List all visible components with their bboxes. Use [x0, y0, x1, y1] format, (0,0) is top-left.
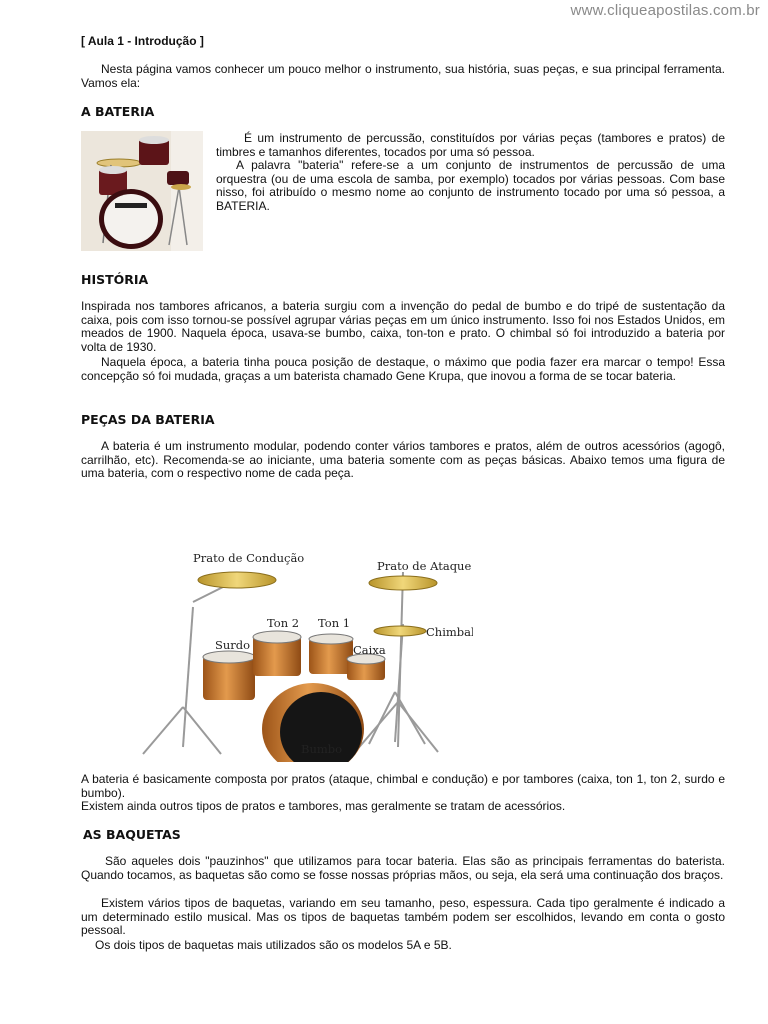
section-heading-baquetas: AS BAQUETAS: [83, 827, 181, 842]
bateria-paragraph-2: A palavra "bateria" refere-se a um conjunto de instrumentos de percussão de uma orquestra (ou de uma escola de samba, por exemplo) tocados por várias pessoas. Com base nisso, foi atribuído o mesmo nome ao conjunto de instrumento tocado por uma só pessoa, a BATERIA.: [216, 158, 725, 213]
section-heading-historia: HISTÓRIA: [81, 272, 149, 287]
drum-kit-diagram: [133, 512, 473, 762]
drum-kit-diagram-drawing: [133, 512, 473, 762]
baquetas-paragraph-1: São aqueles dois "pauzinhos" que utilizamos para tocar bateria. Elas são as principais ferramentas do baterista. Quando tocamos, as baquetas são como se fosse nossas próprias mãos, ou seja, ela será uma continuação dos braços.: [81, 854, 725, 882]
pecas-paragraph-1: A bateria é um instrumento modular, podendo conter vários tambores e pratos, além de outros acessórios (agogô, carrilhão, etc). Recomenda-se ao iniciante, uma bateria somente com as peças básicas. Abaixo temos uma figura de uma bateria, com o respectivo nome de cada peça.: [81, 439, 725, 480]
drum-kit-photo: [81, 131, 203, 251]
bateria-paragraph-1: É um instrumento de percussão, constituídos por várias peças (tambores e pratos) de timbres e tamanhos diferentes, tocados por uma só pessoa.: [216, 131, 725, 159]
label-prato-conducao: Prato de Condução: [193, 551, 305, 565]
label-ton1: Ton 1: [318, 616, 351, 630]
intro-paragraph: Nesta página vamos conhecer um pouco melhor o instrumento, sua história, suas peças, e sua principal ferramenta. Vamos ela:: [81, 62, 725, 90]
label-caixa: Caixa: [353, 643, 386, 657]
label-chimbal: Chimbal: [426, 625, 473, 639]
label-prato-ataque: Prato de Ataque: [377, 559, 472, 573]
lesson-title: [ Aula 1 - Introdução ]: [81, 34, 204, 48]
bateria-text-block: [216, 132, 725, 213]
section-heading-bateria: A BATERIA: [81, 104, 155, 119]
baquetas-paragraph-3: Os dois tipos de baquetas mais utilizados são os modelos 5A e 5B.: [95, 938, 452, 952]
label-bumbo-html: Bumbo: [301, 742, 343, 756]
pecas-paragraph-2: A bateria é basicamente composta por pratos (ataque, chimbal e condução) e por tambores (caixa, ton 1, ton 2, surdo e bumbo).: [81, 772, 725, 800]
label-surdo: Surdo: [215, 638, 251, 652]
historia-paragraph-2: Naquela época, a bateria tinha pouca posição de destaque, o máximo que podia fazer era marcar o tempo! Essa concepção só foi mudada, graças a um baterista chamado Gene Krupa, que inovou a forma de se tocar bateria.: [81, 355, 725, 383]
pecas-paragraph-3: Existem ainda outros tipos de pratos e tambores, mas geralmente se tratam de acessórios.: [81, 799, 566, 813]
label-ton2: Ton 2: [267, 616, 300, 630]
historia-paragraph-1: Inspirada nos tambores africanos, a bateria surgiu com a invenção do pedal de bumbo e do tripé de sustentação da caixa, pois com isso tornou-se possível agrupar várias peças em um único instrumento. Isso foi nos Estados Unidos, em meados de 1900. Naquela época, usava-se bumbo, caixa, ton-ton e prato. O chimbal só foi introduzido a bateria por volta de 1930.: [81, 299, 725, 354]
baquetas-paragraph-2: Existem vários tipos de baquetas, variando em seu tamanho, peso, espessura. Cada tipo geralmente é indicado a um determinado estilo musical. Mas os tipos de baquetas também podem ser escolhidos, levando em conta o gosto pessoal.: [81, 896, 725, 937]
drum-kit-photo-drawing: [81, 131, 203, 251]
section-heading-pecas: PEÇAS DA BATERIA: [81, 412, 215, 427]
site-url[interactable]: www.cliqueapostilas.com.br: [570, 2, 760, 19]
